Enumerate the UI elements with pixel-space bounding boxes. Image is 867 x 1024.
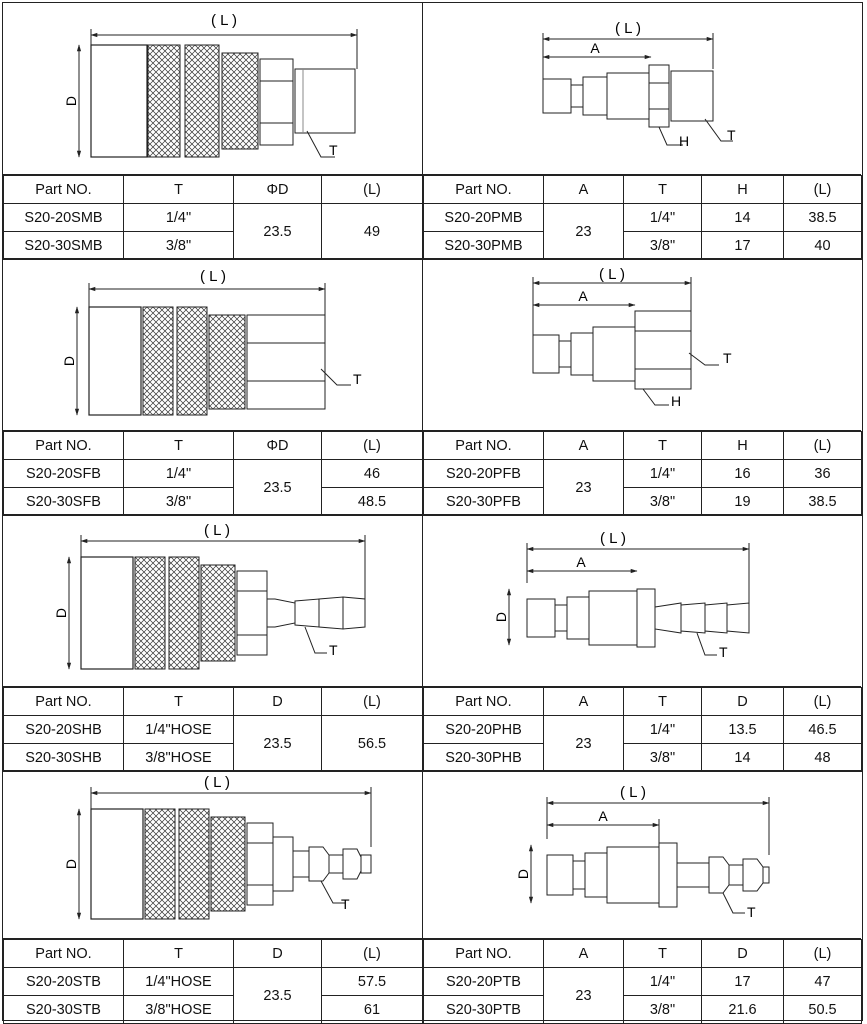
diameter-value: 23.5	[234, 204, 322, 260]
d-value: 21.6	[702, 996, 784, 1024]
part-number: S20-30PHB	[424, 744, 544, 772]
col-header: (L)	[784, 940, 862, 968]
spec-table-shb	[3, 687, 423, 772]
col-header: T	[624, 432, 702, 460]
col-header: Part NO.	[4, 688, 124, 716]
thread-size: 1/4"	[124, 460, 234, 488]
col-header: A	[544, 176, 624, 204]
length-value: 38.5	[784, 488, 862, 516]
plug-male-thread-drawing	[423, 3, 861, 175]
section-sfb-pfb	[3, 259, 861, 513]
plug-female-thread-drawing	[423, 259, 861, 431]
part-number: S20-20SMB	[4, 204, 124, 232]
col-header: (L)	[322, 432, 423, 460]
plug-tube-barb-drawing	[423, 771, 861, 939]
part-number: S20-20PHB	[424, 716, 544, 744]
col-header: Part NO.	[424, 176, 544, 204]
part-number: S20-30PMB	[424, 232, 544, 260]
dim-t-label: T	[719, 644, 728, 660]
dim-h-label: H	[671, 393, 682, 409]
length-value: 38.5	[784, 204, 862, 232]
dim-t-label: T	[747, 904, 756, 920]
dim-a-label: A	[576, 554, 586, 570]
col-header: ΦD	[234, 176, 322, 204]
dim-l-label: ( L )	[203, 774, 231, 791]
length-value: 61	[322, 996, 423, 1024]
part-number: S20-20SFB	[4, 460, 124, 488]
diameter-value: 23.5	[234, 460, 322, 516]
col-header: Part NO.	[424, 688, 544, 716]
dim-l-label: ( L )	[598, 266, 626, 283]
dim-l-label: ( L )	[203, 522, 231, 539]
spec-table-pfb	[423, 431, 862, 516]
col-header: T	[624, 940, 702, 968]
length-value: 49	[322, 204, 423, 260]
col-header: D	[234, 940, 322, 968]
hose-size: 3/8"HOSE	[124, 744, 234, 772]
part-number: S20-20PTB	[424, 968, 544, 996]
part-number: S20-20STB	[4, 968, 124, 996]
part-number: S20-30PTB	[424, 996, 544, 1024]
dim-l-label: ( L )	[614, 20, 642, 37]
dim-d-label: D	[63, 95, 79, 107]
dim-t-label: T	[329, 642, 338, 658]
d-value: 13.5	[702, 716, 784, 744]
col-header: H	[702, 432, 784, 460]
length-value: 50.5	[784, 996, 862, 1024]
col-header: Part NO.	[424, 940, 544, 968]
socket-female-thread-drawing	[3, 259, 422, 431]
col-header: T	[124, 432, 234, 460]
col-header: (L)	[322, 688, 423, 716]
col-header: Part NO.	[4, 940, 124, 968]
thread-size: 1/4"	[124, 204, 234, 232]
h-value: 17	[702, 232, 784, 260]
section-stb-ptb	[3, 771, 861, 1021]
col-header: Part NO.	[4, 432, 124, 460]
h-value: 19	[702, 488, 784, 516]
col-header: (L)	[784, 176, 862, 204]
thread-size: 3/8"	[624, 996, 702, 1024]
dim-l-label: ( L )	[199, 268, 227, 285]
spec-sheet	[2, 2, 863, 1021]
col-header: T	[624, 176, 702, 204]
col-header: D	[234, 688, 322, 716]
length-value: 46.5	[784, 716, 862, 744]
col-header: D	[702, 688, 784, 716]
part-number: S20-20SHB	[4, 716, 124, 744]
dim-t-label: T	[329, 142, 338, 158]
length-value: 47	[784, 968, 862, 996]
dim-t-label: T	[353, 371, 362, 387]
thread-size: 1/4"	[624, 968, 702, 996]
spec-table-pmb	[423, 175, 862, 260]
length-value: 40	[784, 232, 862, 260]
dim-d-label: D	[53, 607, 69, 619]
length-value: 36	[784, 460, 862, 488]
socket-male-thread-drawing	[3, 3, 422, 175]
thread-size: 3/8"	[624, 488, 702, 516]
part-number: S20-30STB	[4, 996, 124, 1024]
dim-t-label: T	[341, 896, 350, 912]
col-header: T	[124, 176, 234, 204]
thread-size: 3/8"	[124, 488, 234, 516]
dim-t-label: T	[727, 127, 736, 143]
col-header: D	[702, 940, 784, 968]
a-value: 23	[544, 716, 624, 772]
spec-table-phb	[423, 687, 862, 772]
h-value: 16	[702, 460, 784, 488]
dim-l-label: ( L )	[599, 530, 627, 547]
plug-hose-barb-drawing	[423, 515, 861, 687]
thread-size: 1/4"	[624, 460, 702, 488]
d-value: 14	[702, 744, 784, 772]
col-header: A	[544, 940, 624, 968]
col-header: A	[544, 432, 624, 460]
thread-size: 3/8"	[624, 232, 702, 260]
part-number: S20-20PFB	[424, 460, 544, 488]
diameter-value: 23.5	[234, 716, 322, 772]
col-header: (L)	[322, 176, 423, 204]
col-header: T	[624, 688, 702, 716]
hose-size: 1/4"HOSE	[124, 968, 234, 996]
dim-l-label: ( L )	[210, 12, 238, 29]
dim-d-label: D	[63, 858, 79, 870]
spec-table-stb	[3, 939, 423, 1024]
col-header: A	[544, 688, 624, 716]
col-header: (L)	[322, 940, 423, 968]
length-value: 57.5	[322, 968, 423, 996]
length-value: 48	[784, 744, 862, 772]
d-value: 17	[702, 968, 784, 996]
dim-a-label: A	[598, 808, 608, 824]
length-value: 46	[322, 460, 423, 488]
dim-d-label: D	[61, 355, 77, 367]
spec-table-smb	[3, 175, 423, 260]
a-value: 23	[544, 460, 624, 516]
part-number: S20-30SMB	[4, 232, 124, 260]
thread-size: 3/8"	[124, 232, 234, 260]
a-value: 23	[544, 968, 624, 1024]
thread-size: 3/8"	[624, 744, 702, 772]
part-number: S20-30SFB	[4, 488, 124, 516]
dim-d-label: D	[493, 611, 509, 623]
dim-h-label: H	[679, 133, 690, 149]
spec-table-ptb	[423, 939, 862, 1024]
dim-a-label: A	[590, 40, 600, 56]
part-number: S20-20PMB	[424, 204, 544, 232]
section-shb-phb	[3, 515, 861, 769]
col-header: T	[124, 940, 234, 968]
length-value: 48.5	[322, 488, 423, 516]
thread-size: 1/4"	[624, 204, 702, 232]
spec-table-sfb	[3, 431, 423, 516]
h-value: 14	[702, 204, 784, 232]
dim-a-label: A	[578, 288, 588, 304]
a-value: 23	[544, 204, 624, 260]
socket-hose-barb-drawing	[3, 515, 422, 687]
col-header: T	[124, 688, 234, 716]
diameter-value: 23.5	[234, 968, 322, 1024]
hose-size: 1/4"HOSE	[124, 716, 234, 744]
col-header: H	[702, 176, 784, 204]
col-header: (L)	[784, 688, 862, 716]
socket-tube-barb-drawing	[3, 771, 422, 939]
dim-t-label: T	[723, 350, 732, 366]
section-smb-pmb	[3, 3, 861, 257]
part-number: S20-30PFB	[424, 488, 544, 516]
col-header: Part NO.	[4, 176, 124, 204]
thread-size: 1/4"	[624, 716, 702, 744]
dim-d-label: D	[515, 868, 531, 880]
col-header: Part NO.	[424, 432, 544, 460]
dim-l-label: ( L )	[619, 784, 647, 801]
col-header: ΦD	[234, 432, 322, 460]
length-value: 56.5	[322, 716, 423, 772]
part-number: S20-30SHB	[4, 744, 124, 772]
col-header: (L)	[784, 432, 862, 460]
hose-size: 3/8"HOSE	[124, 996, 234, 1024]
